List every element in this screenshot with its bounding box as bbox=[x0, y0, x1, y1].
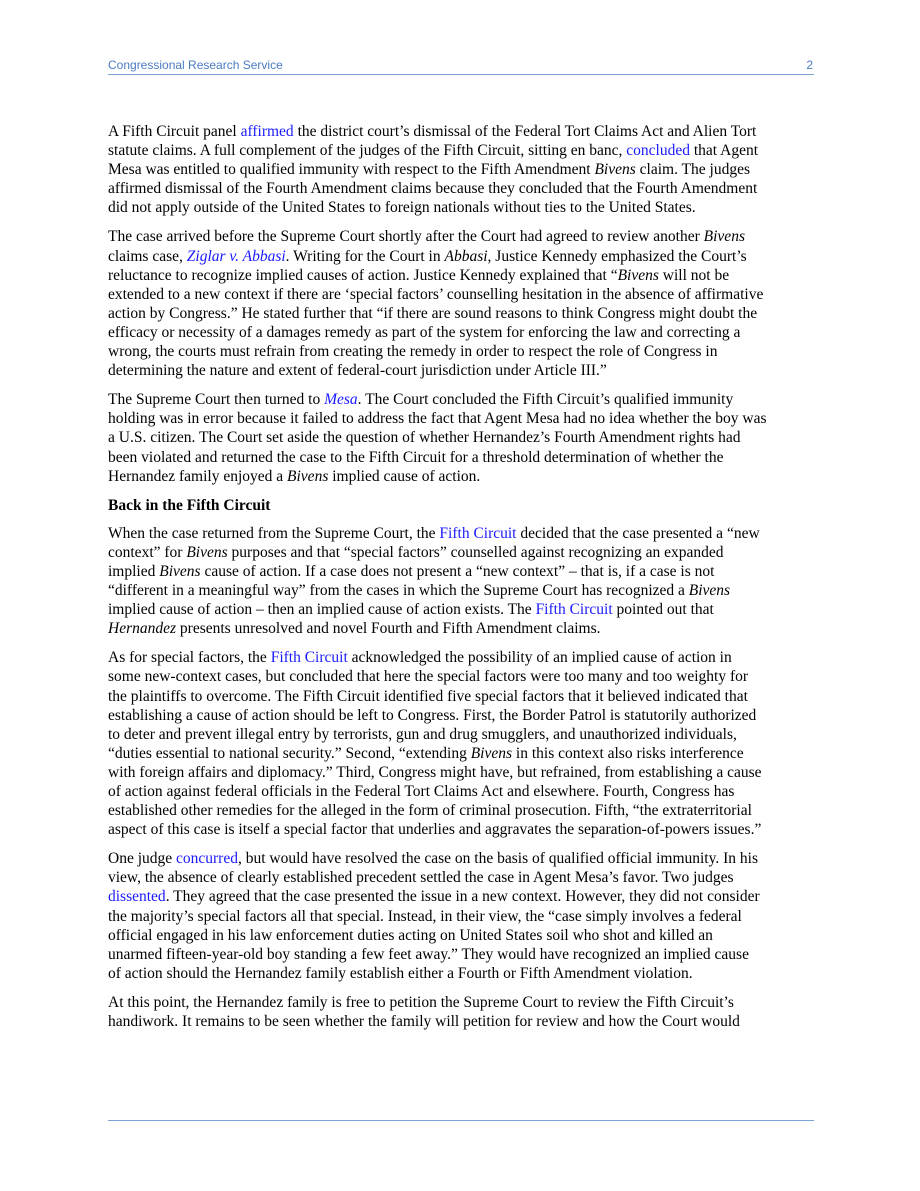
text-run: of action should the Hernandez family establish either a Fourth or Fifth Amendment violation. bbox=[108, 964, 693, 982]
text-run: , Justice Kennedy emphasized the Court’s bbox=[487, 247, 747, 265]
text-run: aspect of this case is itself a special factor that underlies and aggravates the separation-of-powers issues.” bbox=[108, 821, 762, 839]
text-run: Bivens bbox=[688, 582, 731, 600]
text-run: that Agent bbox=[690, 142, 759, 160]
text-run: At this point, the Hernandez family is free to petition the Supreme Court to review the Fifth Circuit’s bbox=[108, 993, 734, 1011]
inline-link[interactable]: Ziglar v. Abbasi bbox=[186, 247, 286, 265]
text-run: statute claims. A full complement of the judges of the Fifth Circuit, sitting en banc, bbox=[108, 142, 627, 160]
text-run: been violated and returned the case to the Fifth Circuit for a threshold determination of whether the bbox=[108, 448, 724, 466]
text-run: . The Court concluded the Fifth Circuit’s qualified immunity bbox=[357, 391, 734, 409]
text-run: of action against federal officials in the Federal Tort Claims Act and elsewhere. Fourth, Congress has bbox=[108, 783, 735, 800]
text-run: a U.S. citizen. The Court set aside the question of whether Hernandez’s Fourth Amendment rights had bbox=[108, 429, 741, 447]
inline-link[interactable]: affirmed bbox=[240, 123, 294, 140]
text-run: Bivens bbox=[186, 543, 228, 561]
text-run: presents unresolved and novel Fourth and Fifth Amendment claims. bbox=[176, 620, 601, 638]
text-run: some new-context cases, but concluded that here the special factors were too many and too weighty for bbox=[108, 668, 749, 686]
text-run: Bivens bbox=[703, 228, 745, 246]
text-run: claim. The judges bbox=[635, 161, 750, 179]
inline-link[interactable]: Fifth Circuit bbox=[439, 524, 517, 542]
text-run: implied cause of action – then an implied cause of action exists. The bbox=[108, 601, 536, 619]
text-run: The case arrived before the Supreme Court shortly after the Court had agreed to review another bbox=[108, 228, 704, 246]
text-run: the plaintiffs to overcome. The Fifth Circuit identified five special factors that it believed indicated that bbox=[108, 687, 748, 705]
text-run: When the case returned from the Supreme Court, the bbox=[108, 524, 440, 542]
text-run: affirmed dismissal of the Fourth Amendment claims because they concluded that the Fourth Amendment bbox=[108, 180, 758, 198]
intro-section bbox=[108, 122, 814, 486]
text-run: A Fifth Circuit panel bbox=[108, 123, 241, 140]
text-run: purposes and that “special factors” counselled against recognizing an expanded bbox=[227, 543, 724, 561]
text-run: holding was in error because it failed to address the fact that Agent Mesa had no idea whether the boy was bbox=[108, 410, 767, 428]
text-run: Bivens bbox=[470, 744, 513, 762]
text-run: One judge bbox=[108, 850, 177, 868]
text-run: Bivens bbox=[617, 266, 659, 284]
page-header bbox=[108, 58, 814, 74]
inline-link[interactable]: Fifth Circuit bbox=[270, 649, 348, 667]
text-run: in this context also risks interference bbox=[512, 744, 744, 762]
text-run: Hernandez bbox=[108, 620, 177, 638]
text-run: “duties essential to national security.” Second, “extending bbox=[108, 744, 471, 762]
text-run: claims case, bbox=[108, 247, 187, 265]
text-run: As for special factors, the bbox=[108, 649, 271, 667]
inline-link[interactable]: dissented bbox=[108, 888, 166, 906]
text-run: action by Congress.” He stated further that “if there are sound reasons to think Congress might doubt the bbox=[108, 304, 758, 322]
paragraph bbox=[108, 227, 814, 380]
text-run: Hernandez family enjoyed a bbox=[108, 467, 288, 485]
text-run: acknowledged the possibility of an implied cause of action in bbox=[347, 649, 732, 667]
text-run: “different in a meaningful way” from the cases in which the Supreme Court has recognized a bbox=[108, 582, 689, 600]
text-run: did not apply outside of the United States to foreign nationals without ties to the United States. bbox=[108, 199, 696, 217]
text-run: Bivens bbox=[287, 467, 329, 485]
text-run: Mesa was entitled to qualified immunity with respect to the Fifth Amendment bbox=[108, 161, 595, 179]
text-run: with foreign affairs and diplomacy.” Third, Congress might have, but refrained, from establishing a cause bbox=[108, 763, 762, 781]
footer-divider bbox=[108, 1120, 814, 1121]
text-run: , but would have resolved the case on the basis of qualified official immunity. In his bbox=[237, 850, 758, 868]
text-run: The Supreme Court then turned to bbox=[108, 391, 325, 409]
header-organization: Congressional Research Service bbox=[108, 58, 283, 72]
text-run: to deter and prevent illegal entry by terrorists, gun and drug smugglers, and unauthorized individuals, bbox=[108, 725, 737, 743]
text-run: official engaged in his law enforcement duties acting on United States soil who shot and killed an bbox=[108, 926, 713, 944]
text-run: . They agreed that the case presented the issue in a new context. However, they did not consider bbox=[165, 888, 760, 906]
paragraph bbox=[108, 849, 814, 983]
inline-link[interactable]: Fifth Circuit bbox=[535, 601, 613, 619]
header-divider bbox=[108, 74, 814, 75]
text-run: the majority’s special factors all that special. Instead, in their view, the “case simply involves a federal bbox=[108, 907, 742, 925]
paragraph bbox=[108, 648, 814, 839]
inline-link[interactable]: concurred bbox=[176, 850, 238, 868]
section-heading: Back in the Fifth Circuit bbox=[108, 496, 271, 514]
paragraph bbox=[108, 993, 814, 1031]
text-run: handiwork. It remains to be seen whether the family will petition for review and how the Court would bbox=[108, 1013, 740, 1031]
text-run: establishing a cause of action should be left to Congress. First, the Border Patrol is statutorily authorized bbox=[108, 706, 757, 724]
inline-link[interactable]: concluded bbox=[626, 142, 690, 160]
text-run: extended to a new context if there are ‘special factors’ counselling hesitation in the absence of affirmative bbox=[108, 285, 764, 303]
text-run: Bivens bbox=[159, 562, 201, 580]
text-run: decided that the case presented a “new bbox=[516, 524, 760, 542]
text-run: unarmed fifteen-year-old boy standing a few feet away.” They would have recognized an implied cause bbox=[108, 945, 749, 963]
inline-link[interactable]: Mesa bbox=[324, 391, 358, 409]
text-run: . Writing for the Court in bbox=[285, 247, 445, 265]
text-run: established other remedies for the alleged in the form of criminal prosecution. Fifth, “the extraterritorial bbox=[108, 802, 752, 820]
text-run: the district court’s dismissal of the Federal Tort Claims Act and Alien Tort bbox=[293, 123, 757, 140]
text-run: pointed out that bbox=[612, 601, 714, 619]
document-body bbox=[108, 122, 814, 1041]
paragraph bbox=[108, 524, 814, 639]
text-run: will not be bbox=[658, 266, 730, 284]
text-run: context” for bbox=[108, 543, 187, 561]
text-run: determining the nature and extent of federal-court jurisdiction under Article III.” bbox=[108, 362, 607, 380]
page-number: 2 bbox=[806, 58, 813, 72]
text-run: Bivens bbox=[594, 161, 636, 179]
paragraph bbox=[108, 122, 814, 217]
text-run: reluctance to recognize implied causes of action. Justice Kennedy explained that “ bbox=[108, 266, 618, 284]
paragraph bbox=[108, 390, 814, 485]
text-run: implied bbox=[108, 562, 160, 580]
text-run: efficacy or necessity of a damages remedy as part of the system for enforcing the law and correcting a bbox=[108, 323, 741, 341]
text-run: implied cause of action. bbox=[328, 467, 481, 485]
text-run: wrong, the courts must refrain from creating the remedy in order to respect the role of Congress in bbox=[108, 343, 718, 361]
fifth-circuit-section bbox=[108, 524, 814, 1031]
text-run: Abbasi bbox=[444, 247, 488, 265]
text-run: cause of action. If a case does not present a “new context” – that is, if a case is not bbox=[200, 562, 715, 580]
text-run: view, the absence of clearly established precedent settled the case in Agent Mesa’s favor. Two judges bbox=[108, 869, 734, 887]
